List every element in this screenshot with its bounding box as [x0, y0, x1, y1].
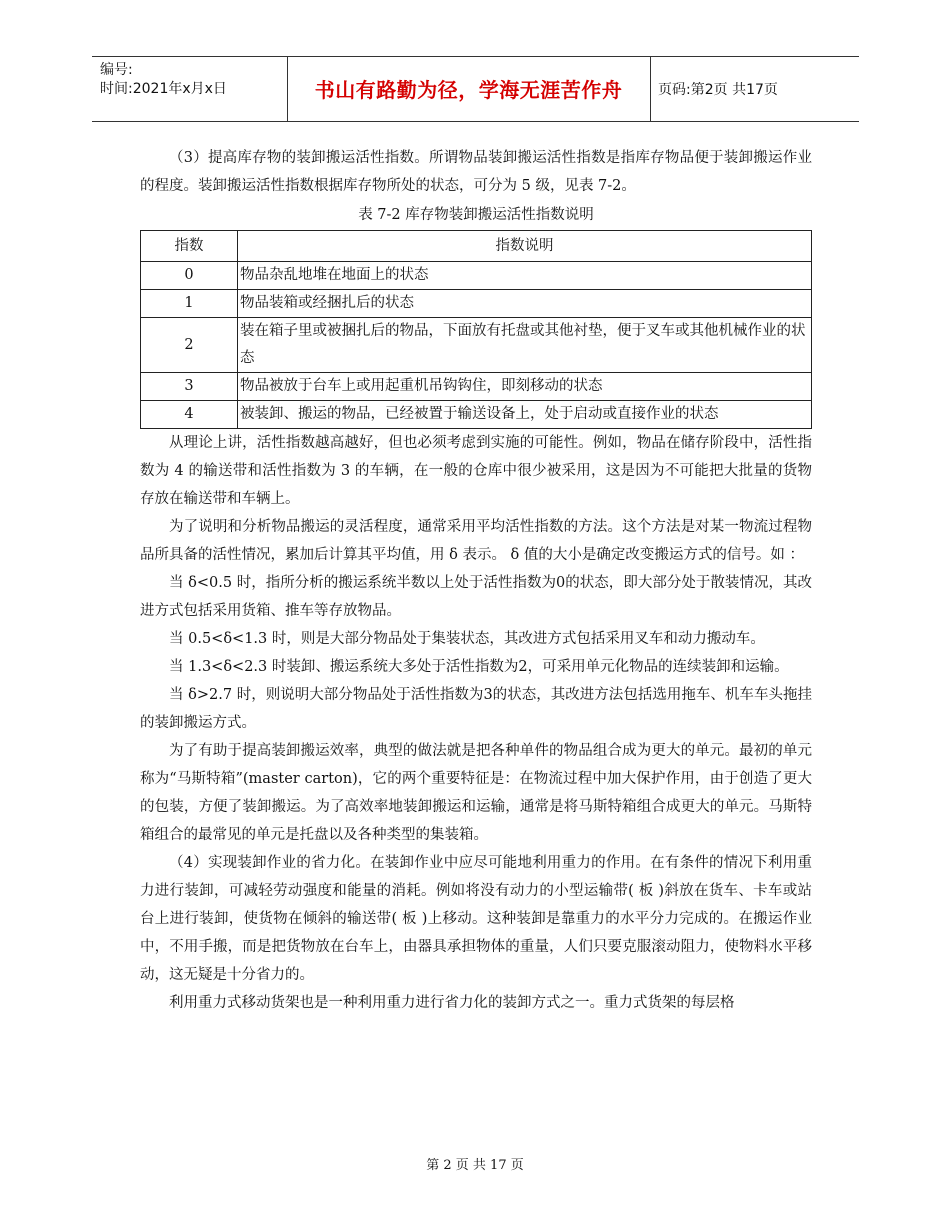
body-paragraph: 利用重力式移动货架也是一种利用重力进行省力化的装卸方式之一。重力式货架的每层格 [169, 995, 735, 1011]
header-divider-right [650, 56, 651, 121]
body-paragraph: （4）实现装卸作业的省力化。在装卸作业中应尽可能地利用重力的作用。在有条件的情况下利用重力进行装卸，可减轻劳动强度和能量的消耗。例如将没有动力的小型运输带( 板 )斜放在货车、卡车或站台上进行装卸，使货物在倾斜的输送带( 板 )上移动。这种装卸是靠重力的水平分力完成的。在搬运作业中，不用手搬，而是把货物放在台车上，由器具承担物体的重量，人们只要克服滚动阻力，使物料水平移动，这无疑是十分省力的。 [140, 855, 812, 983]
body-paragraph: 当 0.5<δ<1.3 时，则是大部分物品处于集装状态，其改进方式包括采用叉车和动力搬动车。 [169, 631, 765, 647]
document-body [140, 144, 812, 1017]
table-header-desc: 指数说明 [238, 231, 812, 262]
table-row [141, 373, 812, 401]
table-row [141, 401, 812, 429]
table-cell-desc: 装在箱子里或被捆扎后的物品，下面放有托盘或其他衬垫，便于叉车或其他机械作业的状态 [238, 318, 812, 373]
table-cell-index: 2 [141, 318, 238, 373]
header-motto: 书山有路勤为径，学海无涯苦作舟 [314, 78, 623, 102]
table-cell-desc: 被装卸、搬运的物品，已经被置于输送设备上，处于启动或直接作业的状态 [238, 401, 812, 429]
page-footer: 第 2 页 共 17 页 [426, 1158, 524, 1173]
table-cell-desc: 物品杂乱地堆在地面上的状态 [238, 262, 812, 290]
body-paragraph: 从理论上讲，活性指数越高越好，但也必须考虑到实施的可能性。例如，物品在储存阶段中，活性指数为 4 的输送带和活性指数为 3 的车辆，在一般的仓库中很少被采用，这是因为不可能把大批量的货物存放在输送带和车辆上。 [140, 435, 812, 507]
table-header-index: 指数 [141, 231, 238, 262]
header-page-info: 页码:第2页 共17页 [658, 81, 778, 98]
table-cell-desc: 物品被放于台车上或用起重机吊钩钩住，即刻移动的状态 [238, 373, 812, 401]
body-paragraph: 当 1.3<δ<2.3 时装卸、搬运系统大多处于活性指数为2，可采用单元化物品的连续装卸和运输。 [169, 659, 789, 675]
header-bottom-rule [92, 121, 859, 122]
table-cell-index: 4 [141, 401, 238, 429]
header-code-label: 编号: [100, 62, 133, 78]
table-row [141, 262, 812, 290]
intro-paragraph: （3）提高库存物的装卸搬运活性指数。所谓物品装卸搬运活性指数是指库存物品便于装卸搬运作业的程度。装卸搬运活性指数根据库存物所处的状态，可分为 5 级，见表 7-2。 [140, 150, 812, 194]
activity-index-table [140, 230, 812, 429]
body-paragraph: 当 δ<0.5 时，指所分析的搬运系统半数以上处于活性指数为0的状态，即大部分处于散装情况，其改进方式包括采用货箱、推车等存放物品。 [140, 575, 812, 619]
table-cell-index: 0 [141, 262, 238, 290]
header-meta [100, 61, 227, 99]
header-time-label: 时间:2021年x月x日 [100, 81, 227, 97]
table-row [141, 318, 812, 373]
body-paragraph: 为了有助于提高装卸搬运效率，典型的做法就是把各种单件的物品组合成为更大的单元。最初的单元称为“马斯特箱”(master carton)，它的两个重要特征是：在物流过程中加大保护作用，由于创造了更大的包装，方便了装卸搬运。为了高效率地装卸搬运和运输，通常是将马斯特箱组合成更大的单元。马斯特箱组合的最常见的单元是托盘以及各种类型的集装箱。 [140, 743, 812, 843]
table-header-row [141, 231, 812, 262]
table-caption: 表 7-2 库存物装卸搬运活性指数说明 [358, 207, 594, 223]
table-cell-desc: 物品装箱或经捆扎后的状态 [238, 290, 812, 318]
body-paragraph: 当 δ>2.7 时，则说明大部分物品处于活性指数为3的状态，其改进方法包括选用拖车、机车车头拖挂的装卸搬运方式。 [140, 687, 812, 731]
table-cell-index: 1 [141, 290, 238, 318]
table-row [141, 290, 812, 318]
table-cell-index: 3 [141, 373, 238, 401]
body-paragraph: 为了说明和分析物品搬运的灵活程度，通常采用平均活性指数的方法。这个方法是对某一物流过程物品所具备的活性情况，累加后计算其平均值，用 δ 表示。 δ 值的大小是确定改变搬运方式的信号。如 ： [140, 519, 812, 563]
